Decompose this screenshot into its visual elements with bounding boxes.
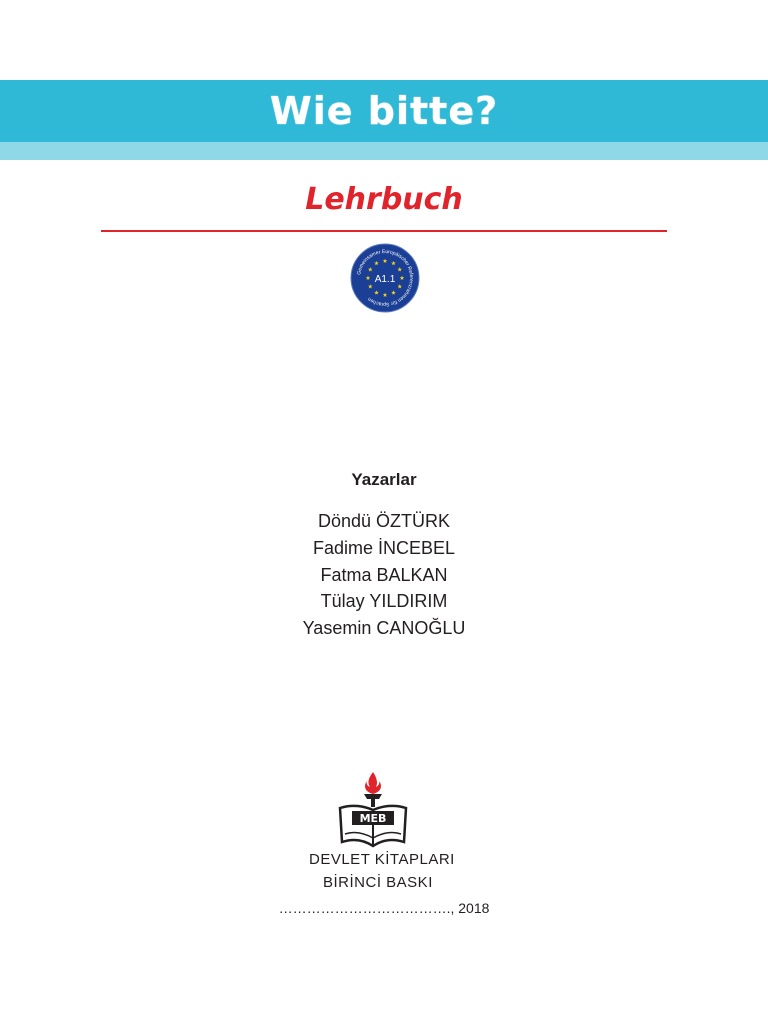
author-name: Yasemin CANOĞLU <box>302 618 466 639</box>
author-name: Döndü ÖZTÜRK <box>317 511 451 531</box>
authors-heading: Yazarlar <box>351 470 417 489</box>
badge-level-text: A1.1 <box>374 274 396 285</box>
torch-stem <box>371 799 375 807</box>
meb-logo <box>334 770 412 848</box>
book-title: Wie bitte? <box>269 89 499 133</box>
cefr-level-badge <box>350 243 420 313</box>
author-name: Fatma BALKAN <box>320 564 448 585</box>
torch-cup <box>364 794 382 799</box>
publisher-name: DEVLET KİTAPLARI <box>309 851 455 868</box>
book-subtitle: Lehrbuch <box>305 182 463 217</box>
publication-date: ………………………………., 2018 <box>278 900 490 916</box>
meb-logo-text: MEB <box>359 812 387 825</box>
title-banner <box>0 80 768 142</box>
badge-ring-text: Gemeinsamer Europäischer Referenzrahmen für Sprachen <box>356 248 415 308</box>
author-name: Tülay YILDIRIM <box>320 591 448 612</box>
flame-icon <box>365 772 381 794</box>
banner-stripe <box>0 142 768 160</box>
authors-list <box>0 508 768 642</box>
divider-rule <box>101 230 667 232</box>
author-name: Fadime İNCEBEL <box>312 537 456 558</box>
edition-text: BİRİNCİ BASKI <box>323 874 433 891</box>
